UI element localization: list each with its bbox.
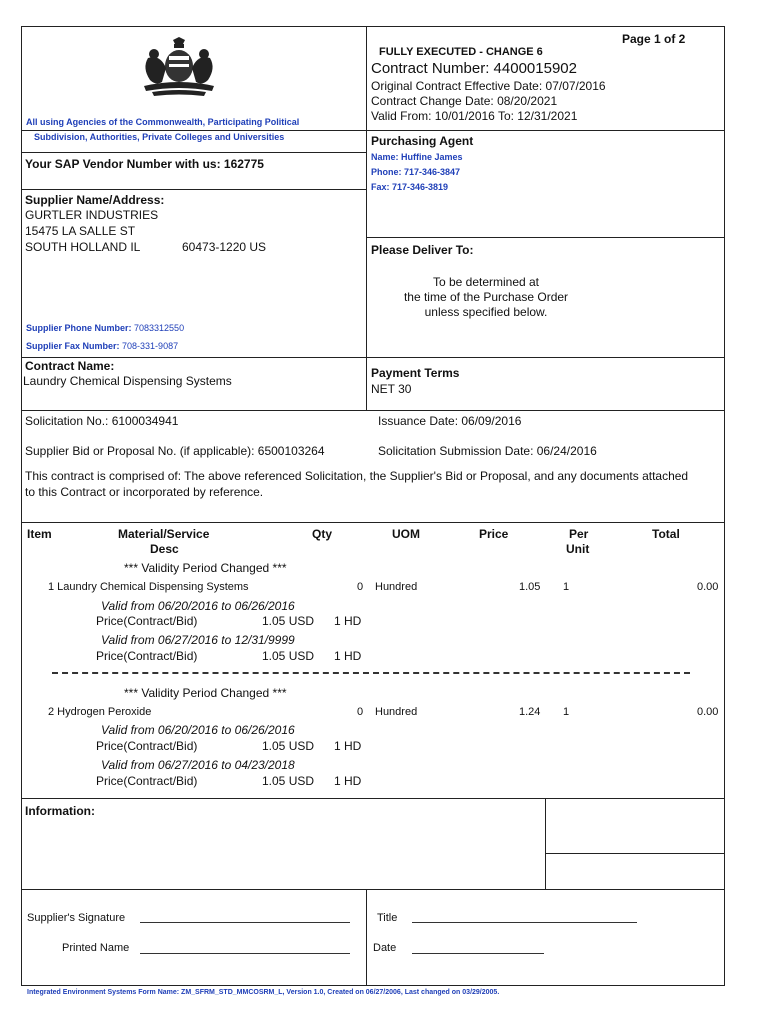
top-divider [366, 26, 367, 410]
contract-name-title: Contract Name: [25, 359, 115, 373]
col-price: Price [479, 527, 509, 541]
printed-name-label: Printed Name [62, 942, 130, 954]
item1-period2: Valid from 06/27/2016 to 12/31/9999 [101, 633, 295, 647]
information-title: Information: [25, 804, 95, 818]
item1-price2-label: Price(Contract/Bid) [96, 649, 198, 663]
col-per: Per [569, 527, 589, 541]
payment-terms-title: Payment Terms [371, 366, 460, 380]
item2-price1-label: Price(Contract/Bid) [96, 739, 198, 753]
effective-date: Original Contract Effective Date: 07/07/2016 [371, 79, 606, 93]
agencies-line1: All using Agencies of the Commonwealth, Participating Political [26, 117, 300, 127]
signature-field[interactable] [140, 922, 350, 923]
change-date: Contract Change Date: 08/20/2021 [371, 94, 558, 108]
rule [21, 889, 725, 890]
item2-desc: 2 Hydrogen Peroxide [48, 706, 152, 718]
submission-date: Solicitation Submission Date: 06/24/2016 [378, 444, 597, 458]
item2-price2: 1.05 USD [262, 774, 315, 788]
deliver-line1: To be determined at [432, 275, 540, 289]
col-unit: Unit [566, 542, 590, 556]
rule [21, 189, 366, 190]
title-field[interactable] [412, 922, 637, 923]
bid-number: Supplier Bid or Proposal No. (if applicable): 6500103264 [25, 444, 325, 458]
item1-price: 1.05 [519, 581, 541, 593]
contract-number: Contract Number: 4400015902 [371, 60, 577, 77]
date-field[interactable] [412, 953, 544, 954]
supplier-zip: 60473-1220 US [182, 240, 267, 254]
printed-name-field[interactable] [140, 953, 350, 954]
contract-name-value: Laundry Chemical Dispensing Systems [23, 374, 232, 388]
item2-price2-label: Price(Contract/Bid) [96, 774, 198, 788]
agencies-line2: Subdivision, Authorities, Private Colleges and Universities [34, 132, 285, 142]
rule [366, 130, 725, 131]
vendor-number: Your SAP Vendor Number with us: 162775 [25, 157, 264, 171]
signature-label: Supplier's Signature [27, 912, 126, 924]
issuance-date: Issuance Date: 06/09/2016 [378, 414, 522, 428]
supplier-city: SOUTH HOLLAND IL [25, 240, 141, 254]
col-desc: Desc [150, 542, 179, 556]
item1-price1-label: Price(Contract/Bid) [96, 614, 198, 628]
col-qty: Qty [312, 527, 333, 541]
supplier-title: Supplier Name/Address: [25, 193, 165, 207]
supplier-fax-value: 708-331-9087 [122, 341, 179, 351]
item1-price1: 1.05 USD [262, 614, 315, 628]
rule [545, 853, 725, 854]
date-label: Date [373, 942, 397, 954]
sig-divider [366, 889, 367, 986]
supplier-street: 15475 LA SALLE ST [25, 224, 136, 238]
item1-uom: Hundred [375, 581, 418, 593]
title-label: Title [377, 912, 398, 924]
item2-uom: Hundred [375, 706, 418, 718]
item2-unit1: 1 HD [334, 739, 362, 753]
item2-total: 0.00 [697, 706, 719, 718]
comprised-line1: This contract is comprised of: The above referenced Solicitation, the Supplier's Bid or Proposal, and any documents attached [25, 469, 689, 483]
purchasing-agent-title: Purchasing Agent [371, 134, 474, 148]
item1-desc: 1 Laundry Chemical Dispensing Systems [48, 581, 249, 593]
deliver-title: Please Deliver To: [371, 243, 474, 257]
item1-total: 0.00 [697, 581, 719, 593]
rule [21, 410, 725, 411]
supplier-phone [26, 323, 184, 333]
rule [366, 237, 725, 238]
col-item: Item [27, 527, 52, 541]
item2-qty: 0 [357, 706, 364, 718]
valid-period: Valid From: 10/01/2016 To: 12/31/2021 [371, 109, 578, 123]
supplier-phone-label: Supplier Phone Number: [26, 323, 135, 333]
deliver-line3: unless specified below. [424, 305, 548, 319]
item1-validity: *** Validity Period Changed *** [124, 561, 287, 575]
supplier-fax-label: Supplier Fax Number: [26, 341, 123, 351]
rule [21, 522, 725, 523]
agent-fax: Fax: 717-346-3819 [371, 182, 449, 192]
rule [21, 130, 366, 131]
supplier-name: GURTLER INDUSTRIES [25, 208, 159, 222]
item1-price2: 1.05 USD [262, 649, 315, 663]
contract-status: FULLY EXECUTED - CHANGE 6 [379, 46, 543, 58]
page-indicator: Page 1 of 2 [622, 32, 686, 46]
item2-price1: 1.05 USD [262, 739, 315, 753]
item-separator [52, 672, 690, 674]
supplier-phone-value: 7083312550 [134, 323, 185, 333]
item2-unit2: 1 HD [334, 774, 362, 788]
rule [21, 357, 725, 358]
comprised-line2: to this Contract or incorporated by reference. [25, 485, 264, 499]
commonwealth-seal-icon [140, 36, 218, 100]
rule [21, 798, 725, 799]
form-footer: Integrated Environment Systems Form Name: ZM_SFRM_STD_MMCOSRM_L, Version 1.0, Created on 06/27/2006, Last changed on 03/29/2005. [27, 989, 500, 996]
item2-price: 1.24 [519, 706, 541, 718]
col-material: Material/Service [118, 527, 210, 541]
col-total: Total [652, 527, 680, 541]
item2-period2: Valid from 06/27/2016 to 04/23/2018 [101, 758, 295, 772]
deliver-line2: the time of the Purchase Order [403, 290, 569, 304]
item2-per: 1 [563, 706, 570, 718]
agent-phone: Phone: 717-346-3847 [371, 167, 461, 177]
item1-per: 1 [563, 581, 570, 593]
item1-period1: Valid from 06/20/2016 to 06/26/2016 [101, 599, 295, 613]
item2-period1: Valid from 06/20/2016 to 06/26/2016 [101, 723, 295, 737]
agent-name: Name: Huffine James [371, 152, 463, 162]
solicitation-no: Solicitation No.: 6100034941 [25, 414, 179, 428]
item1-qty: 0 [357, 581, 364, 593]
info-divider [545, 798, 546, 889]
item1-unit1: 1 HD [334, 614, 362, 628]
col-uom: UOM [392, 527, 420, 541]
payment-terms-value: NET 30 [371, 382, 412, 396]
rule [21, 152, 366, 153]
item1-unit2: 1 HD [334, 649, 362, 663]
supplier-fax [26, 341, 178, 351]
item2-validity: *** Validity Period Changed *** [124, 686, 287, 700]
